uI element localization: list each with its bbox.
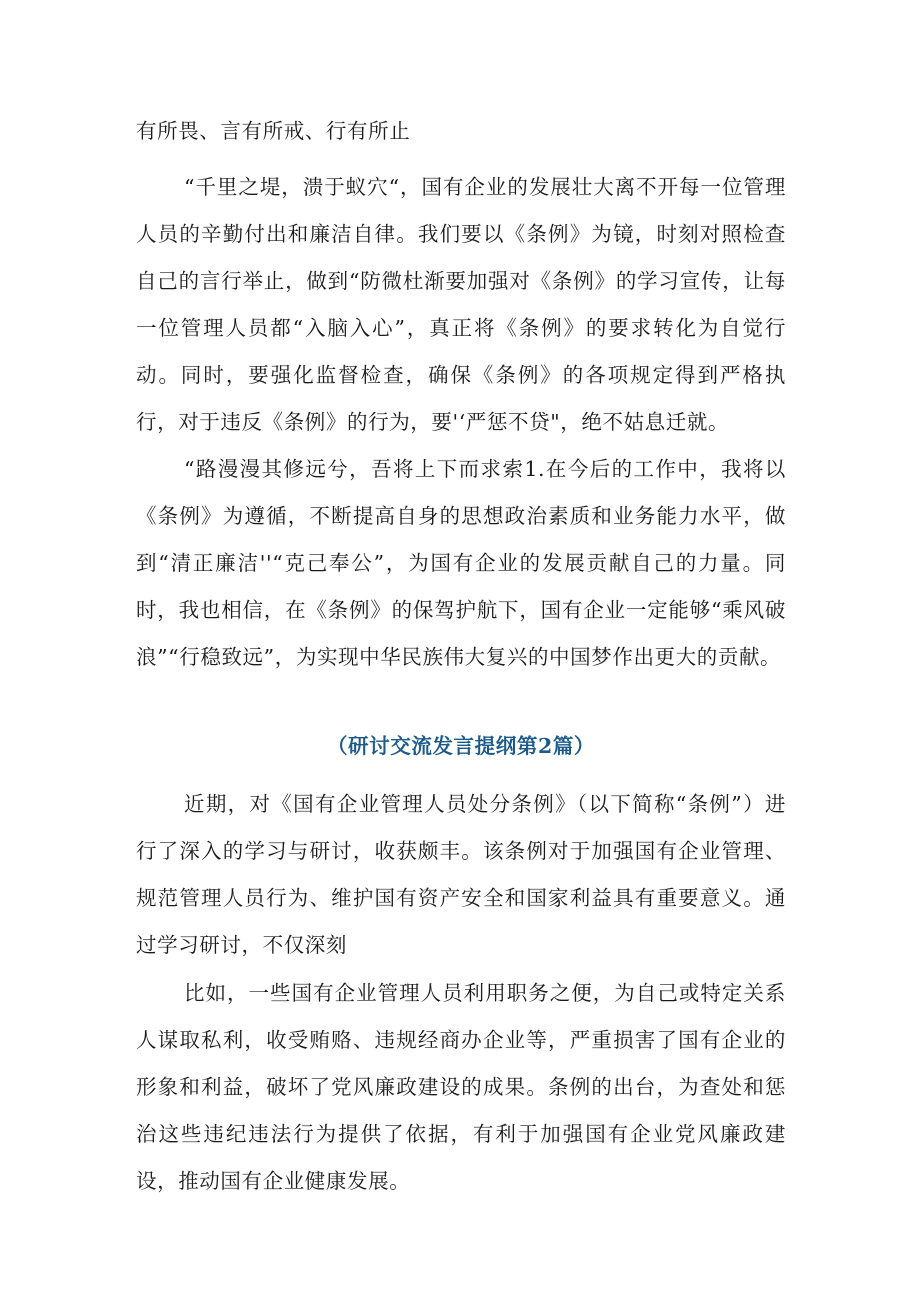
paragraph-example: 比如，一些国有企业管理人员利用职务之便，为自己或特定关系人谋取私利，收受贿赂、违规经商办企业等，严重损害了国有企业的形象和利益，破坏了党风廉政建设的成果。条例的出台，为查处和惩治这些违纪违法行为提供了依据，有利于加强国有企业党风廉政建设，推动国有企业健康发展。 bbox=[136, 981, 786, 1193]
section-heading: （研讨交流发言提纲第2篇） bbox=[326, 734, 596, 758]
paragraph-lu-manman: “路漫漫其修远兮，吾将上下而求索1.在今后的工作中，我将以《条例》为遵循，不断提高自身的思想政治素质和业务能力水平，做到“清正廉洁''“克己奉公”，为国有企业的发展贡献自己的力量。同时，我也相信，在《条例》的保驾护航下，国有企业一定能够“乘风破浪”“行稳致远”，为实现中华民族伟大复兴的中国梦作出更大的贡献。 bbox=[136, 457, 786, 669]
paragraph-qianli-zhidi: “千里之堤，溃于蚁穴“，国有企业的发展壮大离不开每一位管理人员的辛勤付出和廉洁自律。我们要以《条例》为镜，时刻对照检查自己的言行举止，做到“防微杜渐要加强对《条例》的学习宣传，让每一位管理人员都“入脑入心”，真正将《条例》的要求转化为自觉行动。同时，要强化监督检查，确保《条例》的各项规定得到严格执行，对于违反《条例》的行为，要'‘严惩不贷"，绝不姑息迁就。 bbox=[136, 175, 786, 434]
paragraph-intro-fragment: 有所畏、言有所戒、行有所止 bbox=[136, 119, 411, 143]
paragraph-recent-study: 近期，对《国有企业管理人员处分条例》（以下简称“条例”）进行了深入的学习与研讨，收获颇丰。该条例对于加强国有企业管理、规范管理人员行为、维护国有资产安全和国家利益具有重要意义。通过学习研讨，不仅深刻 bbox=[136, 792, 786, 957]
